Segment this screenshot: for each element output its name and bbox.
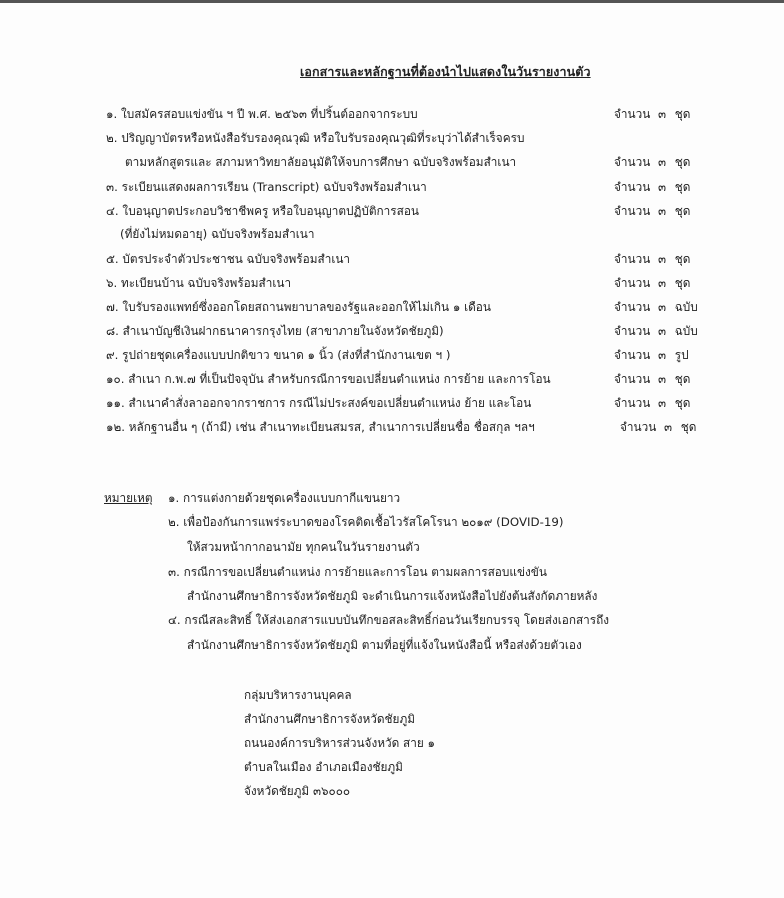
item-quantity: จำนวน ๓ ชุด: [620, 420, 697, 434]
note-line: ๔. กรณีสละสิทธิ์ ให้ส่งเอกสารแบบบันทึกขอสละสิทธิ์ก่อนวันเรียกบรรจุ โดยส่งเอกสารถึง: [168, 613, 610, 627]
item-text: ๓. ระเบียนแสดงผลการเรียน (Transcript) ฉบับจริงพร้อมสำเนา: [106, 180, 427, 194]
signature-line: ตำบลในเมือง อำเภอเมืองชัยภูมิ: [244, 760, 403, 774]
item-text: (ที่ยังไม่หมดอายุ) ฉบับจริงพร้อมสำเนา: [120, 227, 315, 241]
signature-line: ถนนองค์การบริหารส่วนจังหวัด สาย ๑: [244, 736, 436, 750]
note-line: ให้สวมหน้ากากอนามัย ทุกคนในวันรายงานตัว: [187, 540, 420, 554]
item-text: ๒. ปริญญาบัตรหรือหนังสือรับรองคุณวุฒิ หรือใบรับรองคุณวุฒิที่ระบุว่าได้สำเร็จครบ: [106, 131, 525, 145]
item-text: ๙. รูปถ่ายชุดเครื่องแบบปกติขาว ขนาด ๑ นิ้ว (ส่งที่สำนักงานเขต ฯ ): [106, 348, 451, 362]
item-text: ๔. ใบอนุญาตประกอบวิชาชีพครู หรือใบอนุญาตปฏิบัติการสอน: [106, 204, 419, 218]
item-quantity: จำนวน ๓ ชุด: [614, 180, 691, 194]
item-quantity: จำนวน ๓ ชุด: [614, 252, 691, 266]
item-quantity: จำนวน ๓ ฉบับ: [614, 300, 698, 314]
item-quantity: จำนวน ๓ ชุด: [614, 155, 691, 169]
item-text: ๑. ใบสมัครสอบแข่งขัน ฯ ปี พ.ศ. ๒๕๖๓ ที่ปริ้นต์ออกจากระบบ: [106, 107, 418, 121]
document-title: เอกสารและหลักฐานที่ต้องนำไปแสดงในวันรายงานตัว: [300, 64, 591, 79]
item-text: ๖. ทะเบียนบ้าน ฉบับจริงพร้อมสำเนา: [106, 276, 292, 290]
signature-line: สำนักงานศึกษาธิการจังหวัดชัยภูมิ: [244, 712, 416, 726]
item-quantity: จำนวน ๓ ชุด: [614, 204, 691, 218]
item-text: ๘. สำเนาบัญชีเงินฝากธนาคารกรุงไทย (สาขาภายในจังหวัดชัยภูมิ): [106, 324, 444, 338]
item-text: ๗. ใบรับรองแพทย์ซึ่งออกโดยสถานพยาบาลของรัฐและออกให้ไม่เกิน ๑ เดือน: [106, 300, 491, 314]
item-text: ตามหลักสูตรและ สภามหาวิทยาลัยอนุมัติให้จบการศึกษา ฉบับจริงพร้อมสำเนา: [125, 155, 517, 169]
note-line: สำนักงานศึกษาธิการจังหวัดชัยภูมิ ตามที่อยู่ที่แจ้งในหนังสือนี้ หรือส่งด้วยตัวเอง: [187, 638, 582, 652]
item-text: ๑๑. สำเนาคำสั่งลาออกจากราชการ กรณีไม่ประสงค์ขอเปลี่ยนตำแหน่ง ย้าย และโอน: [106, 396, 532, 410]
item-text: ๑๒. หลักฐานอื่น ๆ (ถ้ามี) เช่น สำเนาทะเบียนสมรส, สำเนาการเปลี่ยนชื่อ ชื่อสกุล ฯลฯ: [106, 420, 535, 434]
item-text: ๑๐. สำเนา ก.พ.๗ ที่เป็นปัจจุบัน สำหรับกรณีการขอเปลี่ยนตำแหน่ง การย้าย และการโอน: [106, 372, 551, 386]
note-line: ๒. เพื่อป้องกันการแพร่ระบาดของโรคติดเชื้อไวรัสโคโรนา ๒๐๑๙ (DOVID-19): [168, 515, 564, 529]
item-quantity: จำนวน ๓ ฉบับ: [614, 324, 698, 338]
item-quantity: จำนวน ๓ ชุด: [614, 396, 691, 410]
signature-line: กลุ่มบริหารงานบุคคล: [244, 688, 352, 702]
item-quantity: จำนวน ๓ ชุด: [614, 107, 691, 121]
note-line: ๑. การแต่งกายด้วยชุดเครื่องแบบกากีแขนยาว: [168, 491, 401, 505]
note-line: สำนักงานศึกษาธิการจังหวัดชัยภูมิ จะดำเนินการแจ้งหนังสือไปยังต้นสังกัดภายหลัง: [187, 589, 598, 603]
item-quantity: จำนวน ๓ รูป: [614, 348, 689, 362]
item-text: ๕. บัตรประจำตัวประชาชน ฉบับจริงพร้อมสำเนา: [106, 252, 351, 266]
note-line: ๓. กรณีการขอเปลี่ยนตำแหน่ง การย้ายและการโอน ตามผลการสอบแข่งขัน: [168, 565, 547, 579]
notes-heading: หมายเหตุ: [104, 491, 153, 505]
item-quantity: จำนวน ๓ ชุด: [614, 276, 691, 290]
signature-line: จังหวัดชัยภูมิ ๓๖๐๐๐: [244, 784, 351, 798]
item-quantity: จำนวน ๓ ชุด: [614, 372, 691, 386]
